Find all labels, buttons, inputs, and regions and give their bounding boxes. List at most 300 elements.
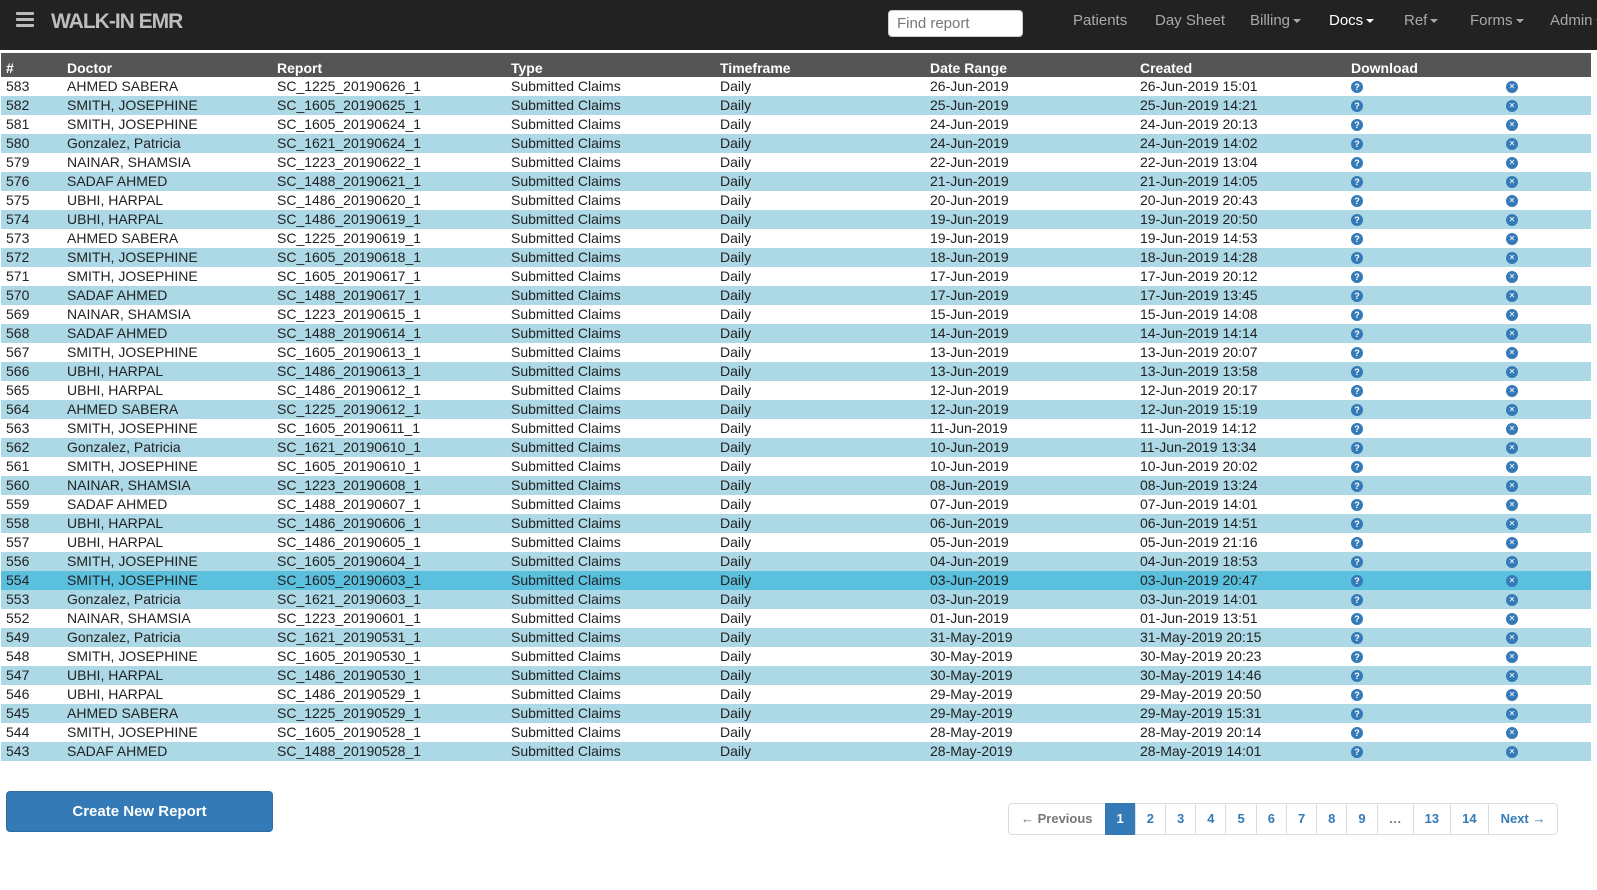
table-row[interactable] [1,590,1591,609]
question-circle-icon[interactable]: ? [1351,233,1363,245]
table-cell: 573 [6,230,30,246]
table-cell: Daily [720,154,752,170]
table-cell: SC_1605_20190528_1 [277,724,422,740]
table-cell: Daily [720,401,752,417]
nav-day-sheet[interactable] [1155,12,1225,29]
table-cell: Submitted Claims [511,591,621,607]
table-cell: 562 [6,439,30,455]
times-circle-icon[interactable]: ✕ [1506,708,1518,720]
times-circle-icon[interactable]: ✕ [1506,499,1518,511]
delete-cell [1501,571,1591,590]
table-row[interactable] [1,571,1591,590]
table-row[interactable] [1,495,1591,514]
table-row[interactable] [1,191,1591,210]
table-cell: SC_1486_20190619_1 [277,211,422,227]
table-cell: SMITH, JOSEPHINE [67,420,198,436]
question-circle-icon[interactable]: ? [1351,328,1363,340]
table-cell: 03-Jun-2019 [930,572,1009,588]
delete-cell [1501,248,1591,267]
table-cell: 571 [6,268,30,284]
table-row[interactable] [1,628,1591,647]
table-cell: Gonzalez, Patricia [67,629,181,645]
table-cell: 24-Jun-2019 [930,135,1009,151]
table-row[interactable] [1,96,1591,115]
table-cell: 583 [6,78,30,94]
question-circle-icon[interactable]: ? [1351,81,1363,93]
delete-cell [1501,609,1591,628]
delete-cell [1501,324,1591,343]
table-cell: 03-Jun-2019 14:01 [1140,591,1258,607]
delete-cell [1501,77,1591,96]
table-cell: Daily [720,230,752,246]
question-circle-icon[interactable]: ? [1351,613,1363,625]
caret-down-icon [1293,19,1301,23]
table-cell: SC_1605_20190611_1 [277,420,420,436]
table-row[interactable] [1,77,1591,96]
pagination-page[interactable]: 2 [1135,803,1166,835]
table-cell: NAINAR, SHAMSIA [67,610,191,626]
table-cell: 567 [6,344,30,360]
table-cell: 18-Jun-2019 [930,249,1009,265]
table-cell: SC_1621_20190603_1 [277,591,422,607]
download-cell [1346,704,1501,723]
table-row[interactable] [1,647,1591,666]
question-circle-icon[interactable]: ? [1351,138,1363,150]
nav-label: Forms [1470,12,1513,29]
table-cell: SC_1605_20190530_1 [277,648,422,664]
download-cell [1346,400,1501,419]
times-circle-icon[interactable]: ✕ [1506,404,1518,416]
table-cell: Daily [720,306,752,322]
nav-ref[interactable] [1404,12,1438,29]
table-row[interactable] [1,115,1591,134]
table-cell: SC_1486_20190613_1 [277,363,422,379]
times-circle-icon[interactable]: ✕ [1506,442,1518,454]
times-circle-icon[interactable]: ✕ [1506,594,1518,606]
times-circle-icon[interactable]: ✕ [1506,195,1518,207]
table-cell: SMITH, JOSEPHINE [67,344,198,360]
table-cell: Daily [720,363,752,379]
pagination-page[interactable]: 6 [1256,803,1287,835]
table-cell: SADAF AHMED [67,173,168,189]
question-circle-icon[interactable]: ? [1351,746,1363,758]
table-cell: Submitted Claims [511,705,621,721]
table-cell: Submitted Claims [511,116,621,132]
brand-logo[interactable]: WALK-IN EMR [51,10,183,33]
nav-forms[interactable] [1470,12,1524,29]
table-cell: Daily [720,686,752,702]
table-cell: 14-Jun-2019 [930,325,1009,341]
question-circle-icon[interactable]: ? [1351,271,1363,283]
question-circle-icon[interactable]: ? [1351,708,1363,720]
question-circle-icon[interactable]: ? [1351,556,1363,568]
table-cell: 25-Jun-2019 14:21 [1140,97,1258,113]
times-circle-icon[interactable]: ✕ [1506,271,1518,283]
table-cell: Submitted Claims [511,420,621,436]
delete-cell [1501,343,1591,362]
table-cell: 13-Jun-2019 13:58 [1140,363,1258,379]
table-cell: Submitted Claims [511,230,621,246]
download-cell [1346,134,1501,153]
table-cell: 553 [6,591,30,607]
table-cell: 28-May-2019 [930,743,1013,759]
delete-cell [1501,438,1591,457]
question-circle-icon[interactable]: ? [1351,385,1363,397]
pagination-page[interactable]: 14 [1450,803,1488,835]
download-cell [1346,742,1501,761]
column-header [1501,53,1591,77]
table-cell: 15-Jun-2019 [930,306,1009,322]
table-cell: SC_1486_20190620_1 [277,192,422,208]
table-cell: 11-Jun-2019 [930,420,1008,436]
nav-label: Admin [1550,12,1593,29]
table-cell: 12-Jun-2019 [930,382,1009,398]
times-circle-icon[interactable]: ✕ [1506,157,1518,169]
table-cell: Daily [720,135,752,151]
delete-cell [1501,476,1591,495]
pagination [1009,803,1558,835]
table-cell: Daily [720,496,752,512]
question-circle-icon[interactable]: ? [1351,518,1363,530]
table-cell: 30-May-2019 [930,648,1013,664]
table-cell: SADAF AHMED [67,743,168,759]
times-circle-icon[interactable]: ✕ [1506,537,1518,549]
nav-label: Docs [1329,12,1364,29]
table-row[interactable] [1,457,1591,476]
nav-billing[interactable] [1250,12,1301,29]
table-cell: Submitted Claims [511,211,621,227]
table-cell: 06-Jun-2019 14:51 [1140,515,1258,531]
table-row[interactable] [1,609,1591,628]
times-circle-icon[interactable]: ✕ [1506,632,1518,644]
question-circle-icon[interactable]: ? [1351,195,1363,207]
table-cell: Submitted Claims [511,534,621,550]
column-header: Download [1351,60,1418,76]
create-new-report-button[interactable]: Create New Report [6,791,273,832]
times-circle-icon[interactable]: ✕ [1506,366,1518,378]
table-cell: Submitted Claims [511,477,621,493]
table-cell: 554 [6,572,30,588]
question-circle-icon[interactable]: ? [1351,309,1363,321]
question-circle-icon[interactable]: ? [1351,423,1363,435]
table-cell: 19-Jun-2019 [930,211,1009,227]
table-cell: SC_1486_20190606_1 [277,515,422,531]
question-circle-icon[interactable]: ? [1351,214,1363,226]
table-row[interactable] [1,685,1591,704]
table-cell: Daily [720,268,752,284]
table-cell: Daily [720,724,752,740]
times-circle-icon[interactable]: ✕ [1506,176,1518,188]
question-circle-icon[interactable]: ? [1351,157,1363,169]
question-circle-icon[interactable]: ? [1351,442,1363,454]
table-row[interactable] [1,305,1591,324]
pagination-page[interactable]: 7 [1286,803,1317,835]
table-cell: 569 [6,306,30,322]
table-cell: SMITH, JOSEPHINE [67,116,198,132]
pagination-page[interactable]: 4 [1195,803,1226,835]
table-cell: 28-May-2019 14:01 [1140,743,1262,759]
table-cell: 582 [6,97,30,113]
delete-cell [1501,457,1591,476]
table-cell: 564 [6,401,30,417]
table-cell: SC_1223_20190622_1 [277,154,422,170]
times-circle-icon[interactable]: ✕ [1506,81,1518,93]
pagination-page[interactable]: 3 [1165,803,1196,835]
question-circle-icon[interactable]: ? [1351,404,1363,416]
table-cell: Submitted Claims [511,382,621,398]
table-cell: 22-Jun-2019 [930,154,1009,170]
delete-cell [1501,552,1591,571]
pagination-page[interactable]: 9 [1346,803,1377,835]
nav-admin[interactable] [1550,12,1597,29]
question-circle-icon[interactable]: ? [1351,480,1363,492]
table-cell: 28-May-2019 20:14 [1140,724,1262,740]
table-cell: Daily [720,116,752,132]
table-cell: Daily [720,648,752,664]
table-cell: 570 [6,287,30,303]
table-cell: SC_1605_20190604_1 [277,553,422,569]
table-row[interactable] [1,533,1591,552]
times-circle-icon[interactable]: ✕ [1506,214,1518,226]
question-circle-icon[interactable]: ? [1351,290,1363,302]
table-row[interactable] [1,438,1591,457]
table-cell: Daily [720,743,752,759]
table-cell: UBHI, HARPAL [67,382,164,398]
table-cell: 29-May-2019 [930,686,1013,702]
table-cell: 05-Jun-2019 [930,534,1009,550]
table-cell: Daily [720,629,752,645]
question-circle-icon[interactable]: ? [1351,632,1363,644]
times-circle-icon[interactable]: ✕ [1506,233,1518,245]
table-cell: 20-Jun-2019 20:43 [1140,192,1258,208]
table-row[interactable] [1,476,1591,495]
question-circle-icon[interactable]: ? [1351,100,1363,112]
table-cell: SC_1488_20190621_1 [277,173,422,189]
table-cell: 561 [6,458,30,474]
table-cell: 22-Jun-2019 13:04 [1140,154,1258,170]
table-cell: Submitted Claims [511,344,621,360]
table-row[interactable] [1,153,1591,172]
times-circle-icon[interactable]: ✕ [1506,461,1518,473]
question-circle-icon[interactable]: ? [1351,252,1363,264]
delete-cell [1501,191,1591,210]
times-circle-icon[interactable]: ✕ [1506,613,1518,625]
table-cell: 19-Jun-2019 [930,230,1009,246]
question-circle-icon[interactable]: ? [1351,366,1363,378]
times-circle-icon[interactable]: ✕ [1506,252,1518,264]
table-row[interactable] [1,229,1591,248]
table-cell: 545 [6,705,30,721]
table-cell: SMITH, JOSEPHINE [67,553,198,569]
table-cell: Daily [720,705,752,721]
table-cell: SC_1486_20190612_1 [277,382,422,398]
table-cell: 17-Jun-2019 [930,268,1009,284]
table-row[interactable] [1,343,1591,362]
table-cell: Daily [720,572,752,588]
table-cell: 08-Jun-2019 [930,477,1009,493]
table-cell: 24-Jun-2019 14:02 [1140,135,1258,151]
times-circle-icon[interactable]: ✕ [1506,423,1518,435]
table-cell: SC_1605_20190624_1 [277,116,422,132]
table-cell: 06-Jun-2019 [930,515,1009,531]
question-circle-icon[interactable]: ? [1351,594,1363,606]
times-circle-icon[interactable]: ✕ [1506,480,1518,492]
times-circle-icon[interactable]: ✕ [1506,651,1518,663]
download-cell [1346,457,1501,476]
table-cell: SC_1605_20190610_1 [277,458,422,474]
table-cell: Submitted Claims [511,306,621,322]
table-cell: SC_1223_20190615_1 [277,306,422,322]
times-circle-icon[interactable]: ✕ [1506,119,1518,131]
menu-icon[interactable] [16,12,34,30]
table-cell: 575 [6,192,30,208]
times-circle-icon[interactable]: ✕ [1506,670,1518,682]
table-cell: Submitted Claims [511,458,621,474]
delete-cell [1501,134,1591,153]
find-report-input[interactable] [888,10,1023,37]
table-cell: Daily [720,325,752,341]
table-cell: SMITH, JOSEPHINE [67,724,198,740]
pagination-page[interactable]: 8 [1316,803,1347,835]
times-circle-icon[interactable]: ✕ [1506,328,1518,340]
times-circle-icon[interactable]: ✕ [1506,689,1518,701]
table-cell: SC_1605_20190618_1 [277,249,422,265]
table-row[interactable] [1,286,1591,305]
download-cell [1346,267,1501,286]
table-cell: Submitted Claims [511,401,621,417]
table-cell: SMITH, JOSEPHINE [67,572,198,588]
table-cell: UBHI, HARPAL [67,667,164,683]
table-row[interactable] [1,172,1591,191]
pagination-next[interactable]: Next → [1488,803,1559,835]
times-circle-icon[interactable]: ✕ [1506,746,1518,758]
pagination-previous[interactable]: ← Previous [1008,803,1106,835]
times-circle-icon[interactable]: ✕ [1506,138,1518,150]
table-cell: SADAF AHMED [67,287,168,303]
table-cell: Daily [720,249,752,265]
table-cell: Daily [720,610,752,626]
delete-cell [1501,267,1591,286]
times-circle-icon[interactable]: ✕ [1506,385,1518,397]
question-circle-icon[interactable]: ? [1351,689,1363,701]
question-circle-icon[interactable]: ? [1351,651,1363,663]
table-cell: UBHI, HARPAL [67,686,164,702]
question-circle-icon[interactable]: ? [1351,537,1363,549]
download-cell [1346,381,1501,400]
table-cell: Submitted Claims [511,724,621,740]
times-circle-icon[interactable]: ✕ [1506,100,1518,112]
nav-docs[interactable] [1329,12,1374,29]
table-cell: Daily [720,78,752,94]
question-circle-icon[interactable]: ? [1351,575,1363,587]
table-cell: 10-Jun-2019 [930,458,1009,474]
table-cell: SC_1225_20190529_1 [277,705,422,721]
times-circle-icon[interactable]: ✕ [1506,556,1518,568]
table-cell: SMITH, JOSEPHINE [67,249,198,265]
download-cell [1346,666,1501,685]
table-cell: Submitted Claims [511,173,621,189]
top-navbar [0,0,1597,50]
times-circle-icon[interactable]: ✕ [1506,290,1518,302]
times-circle-icon[interactable]: ✕ [1506,575,1518,587]
table-cell: 26-Jun-2019 [930,78,1009,94]
table-cell: Daily [720,458,752,474]
pagination-page[interactable]: 1 [1105,803,1136,835]
table-row[interactable] [1,400,1591,419]
table-row[interactable] [1,381,1591,400]
table-cell: 07-Jun-2019 [930,496,1009,512]
table-cell: 30-May-2019 [930,667,1013,683]
table-row[interactable] [1,514,1591,533]
table-cell: 28-May-2019 [930,724,1013,740]
pagination-ellipsis[interactable]: … [1377,803,1414,835]
question-circle-icon[interactable]: ? [1351,119,1363,131]
table-cell: Daily [720,477,752,493]
question-circle-icon[interactable]: ? [1351,461,1363,473]
times-circle-icon[interactable]: ✕ [1506,347,1518,359]
table-cell: 26-Jun-2019 15:01 [1140,78,1258,94]
table-row[interactable] [1,666,1591,685]
table-cell: UBHI, HARPAL [67,515,164,531]
table-cell: Submitted Claims [511,135,621,151]
table-cell: Gonzalez, Patricia [67,135,181,151]
column-header: Report [277,60,323,76]
question-circle-icon[interactable]: ? [1351,176,1363,188]
download-cell [1346,552,1501,571]
table-header-row [1,53,1591,77]
table-cell: Submitted Claims [511,686,621,702]
table-row[interactable] [1,742,1591,761]
nav-label: Day Sheet [1155,12,1226,29]
delete-cell [1501,533,1591,552]
table-row[interactable] [1,210,1591,229]
download-cell [1346,115,1501,134]
table-cell: 18-Jun-2019 14:28 [1140,249,1258,265]
question-circle-icon[interactable]: ? [1351,347,1363,359]
question-circle-icon[interactable]: ? [1351,499,1363,511]
question-circle-icon[interactable]: ? [1351,727,1363,739]
column-header: Type [511,60,543,76]
question-circle-icon[interactable]: ? [1351,670,1363,682]
pagination-page[interactable]: 13 [1413,803,1451,835]
table-row[interactable] [1,723,1591,742]
times-circle-icon[interactable]: ✕ [1506,309,1518,321]
times-circle-icon[interactable]: ✕ [1506,727,1518,739]
table-row[interactable] [1,324,1591,343]
table-row[interactable] [1,704,1591,723]
table-row[interactable] [1,248,1591,267]
table-cell: Submitted Claims [511,648,621,664]
pagination-page[interactable]: 5 [1225,803,1256,835]
table-cell: 15-Jun-2019 14:08 [1140,306,1258,322]
table-cell: 21-Jun-2019 14:05 [1140,173,1258,189]
delete-cell [1501,666,1591,685]
nav-label: Ref [1404,12,1428,29]
table-row[interactable] [1,419,1591,438]
table-cell: 565 [6,382,30,398]
table-row[interactable] [1,267,1591,286]
delete-cell [1501,400,1591,419]
delete-cell [1501,742,1591,761]
nav-patients[interactable] [1073,12,1127,29]
table-row[interactable] [1,134,1591,153]
table-cell: 13-Jun-2019 [930,344,1009,360]
times-circle-icon[interactable]: ✕ [1506,518,1518,530]
table-row[interactable] [1,552,1591,571]
table-row[interactable] [1,362,1591,381]
table-cell: 08-Jun-2019 13:24 [1140,477,1258,493]
table-cell: AHMED SABERA [67,401,179,417]
